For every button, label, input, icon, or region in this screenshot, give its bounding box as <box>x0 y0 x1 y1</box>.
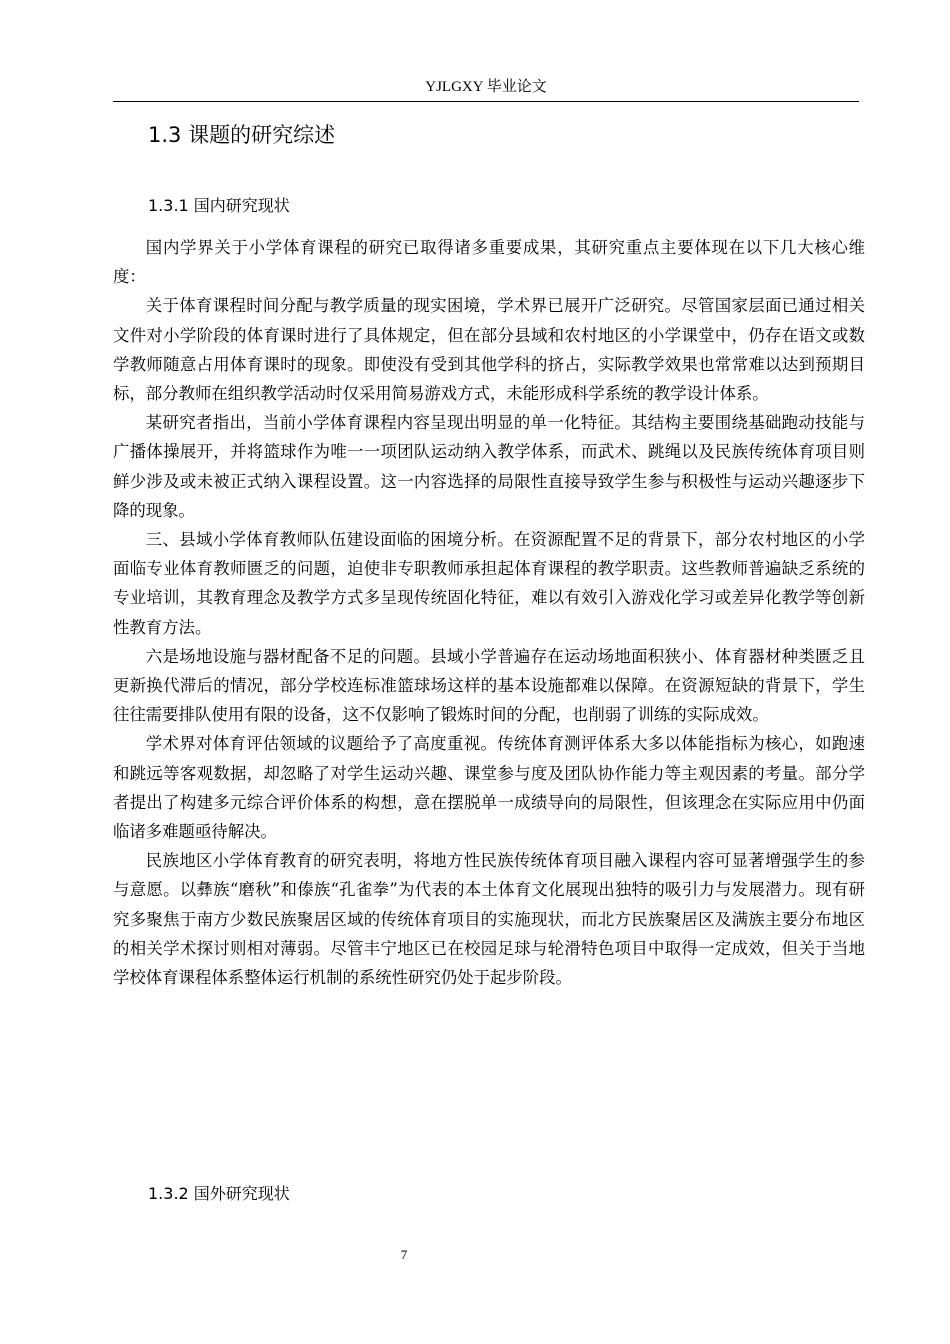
paragraph: 国内学界关于小学体育课程的研究已取得诸多重要成果，其研究重点主要体现在以下几大核心维度： <box>113 238 865 287</box>
subsection-heading-foreign: 1.3.2 国外研究现状 <box>148 1184 290 1203</box>
section-heading: 1.3 课题的研究综述 <box>148 123 336 147</box>
paragraph: 学术界对体育评估领域的议题给予了高度重视。传统体育测评体系大多以体能指标为核心，如跑速和跳远等客观数据，却忽略了对学生运动兴趣、课堂参与度及团队协作能力等主观因素的考量。部分学者提出了构建多元综合评价体系的构想，意在摆脱单一成绩导向的局限性，但该理念在实际应用中仍面临诸多难题亟待解决。 <box>113 734 865 842</box>
paragraph: 某研究者指出，当前小学体育课程内容呈现出明显的单一化特征。其结构主要围绕基础跑动技能与广播体操展开，并将篮球作为唯一一项团队运动纳入教学体系，而武术、跳绳以及民族传统体育项目则鲜少涉及或未被正式纳入课程设置。这一内容选择的局限性直接导致学生参与积极性与运动兴趣逐步下降的现象。 <box>113 413 865 520</box>
body-text <box>113 233 865 992</box>
running-header: YJLGXY 毕业论文 <box>425 79 547 95</box>
subsection-heading-domestic: 1.3.1 国内研究现状 <box>148 196 290 215</box>
paragraph: 关于体育课程时间分配与教学质量的现实困境，学术界已展开广泛研究。尽管国家层面已通过相关文件对小学阶段的体育课时进行了具体规定，但在部分县域和农村地区的小学课堂中，仍存在语文或数学教师随意占用体育课时的现象。即使没有受到其他学科的挤占，实际教学效果也常常难以达到预期目标，部分教师在组织教学活动时仅采用简易游戏方式，未能形成科学系统的教学设计体系。 <box>113 296 865 404</box>
header-rule <box>113 101 859 102</box>
paragraph: 六是场地设施与器材配备不足的问题。县域小学普遍存在运动场地面积狭小、体育器材种类匮乏且更新换代滞后的情况，部分学校连标准篮球场这样的基本设施都难以保障。在资源短缺的背景下，学生往往需要排队使用有限的设备，这不仅影响了锻炼时间的分配，也削弱了训练的实际成效。 <box>113 646 865 725</box>
page-number: 7 <box>400 1247 408 1262</box>
paragraph: 民族地区小学体育教育的研究表明，将地方性民族传统体育项目融入课程内容可显著增强学生的参与意愿。以彝族“磨秋”和傣族“孔雀拳”为代表的本土体育文化展现出独特的吸引力与发展潜力。现有研究多聚焦于南方少数民族聚居区域的传统体育项目的实施现状，而北方民族聚居区及满族主要分布地区的相关学术探讨则相对薄弱。尽管丰宁地区已在校园足球与轮滑特色项目中取得一定成效，但关于当地学校体育课程体系整体运行机制的系统性研究仍处于起步阶段。 <box>113 851 865 988</box>
paragraph: 三、县域小学体育教师队伍建设面临的困境分析。在资源配置不足的背景下，部分农村地区的小学面临专业体育教师匮乏的问题，迫使非专职教师承担起体育课程的教学职责。这些教师普遍缺乏系统的专业培训，其教育理念及教学方式多呈现传统固化特征，难以有效引入游戏化学习或差异化教学等创新性教育方法。 <box>113 530 865 637</box>
